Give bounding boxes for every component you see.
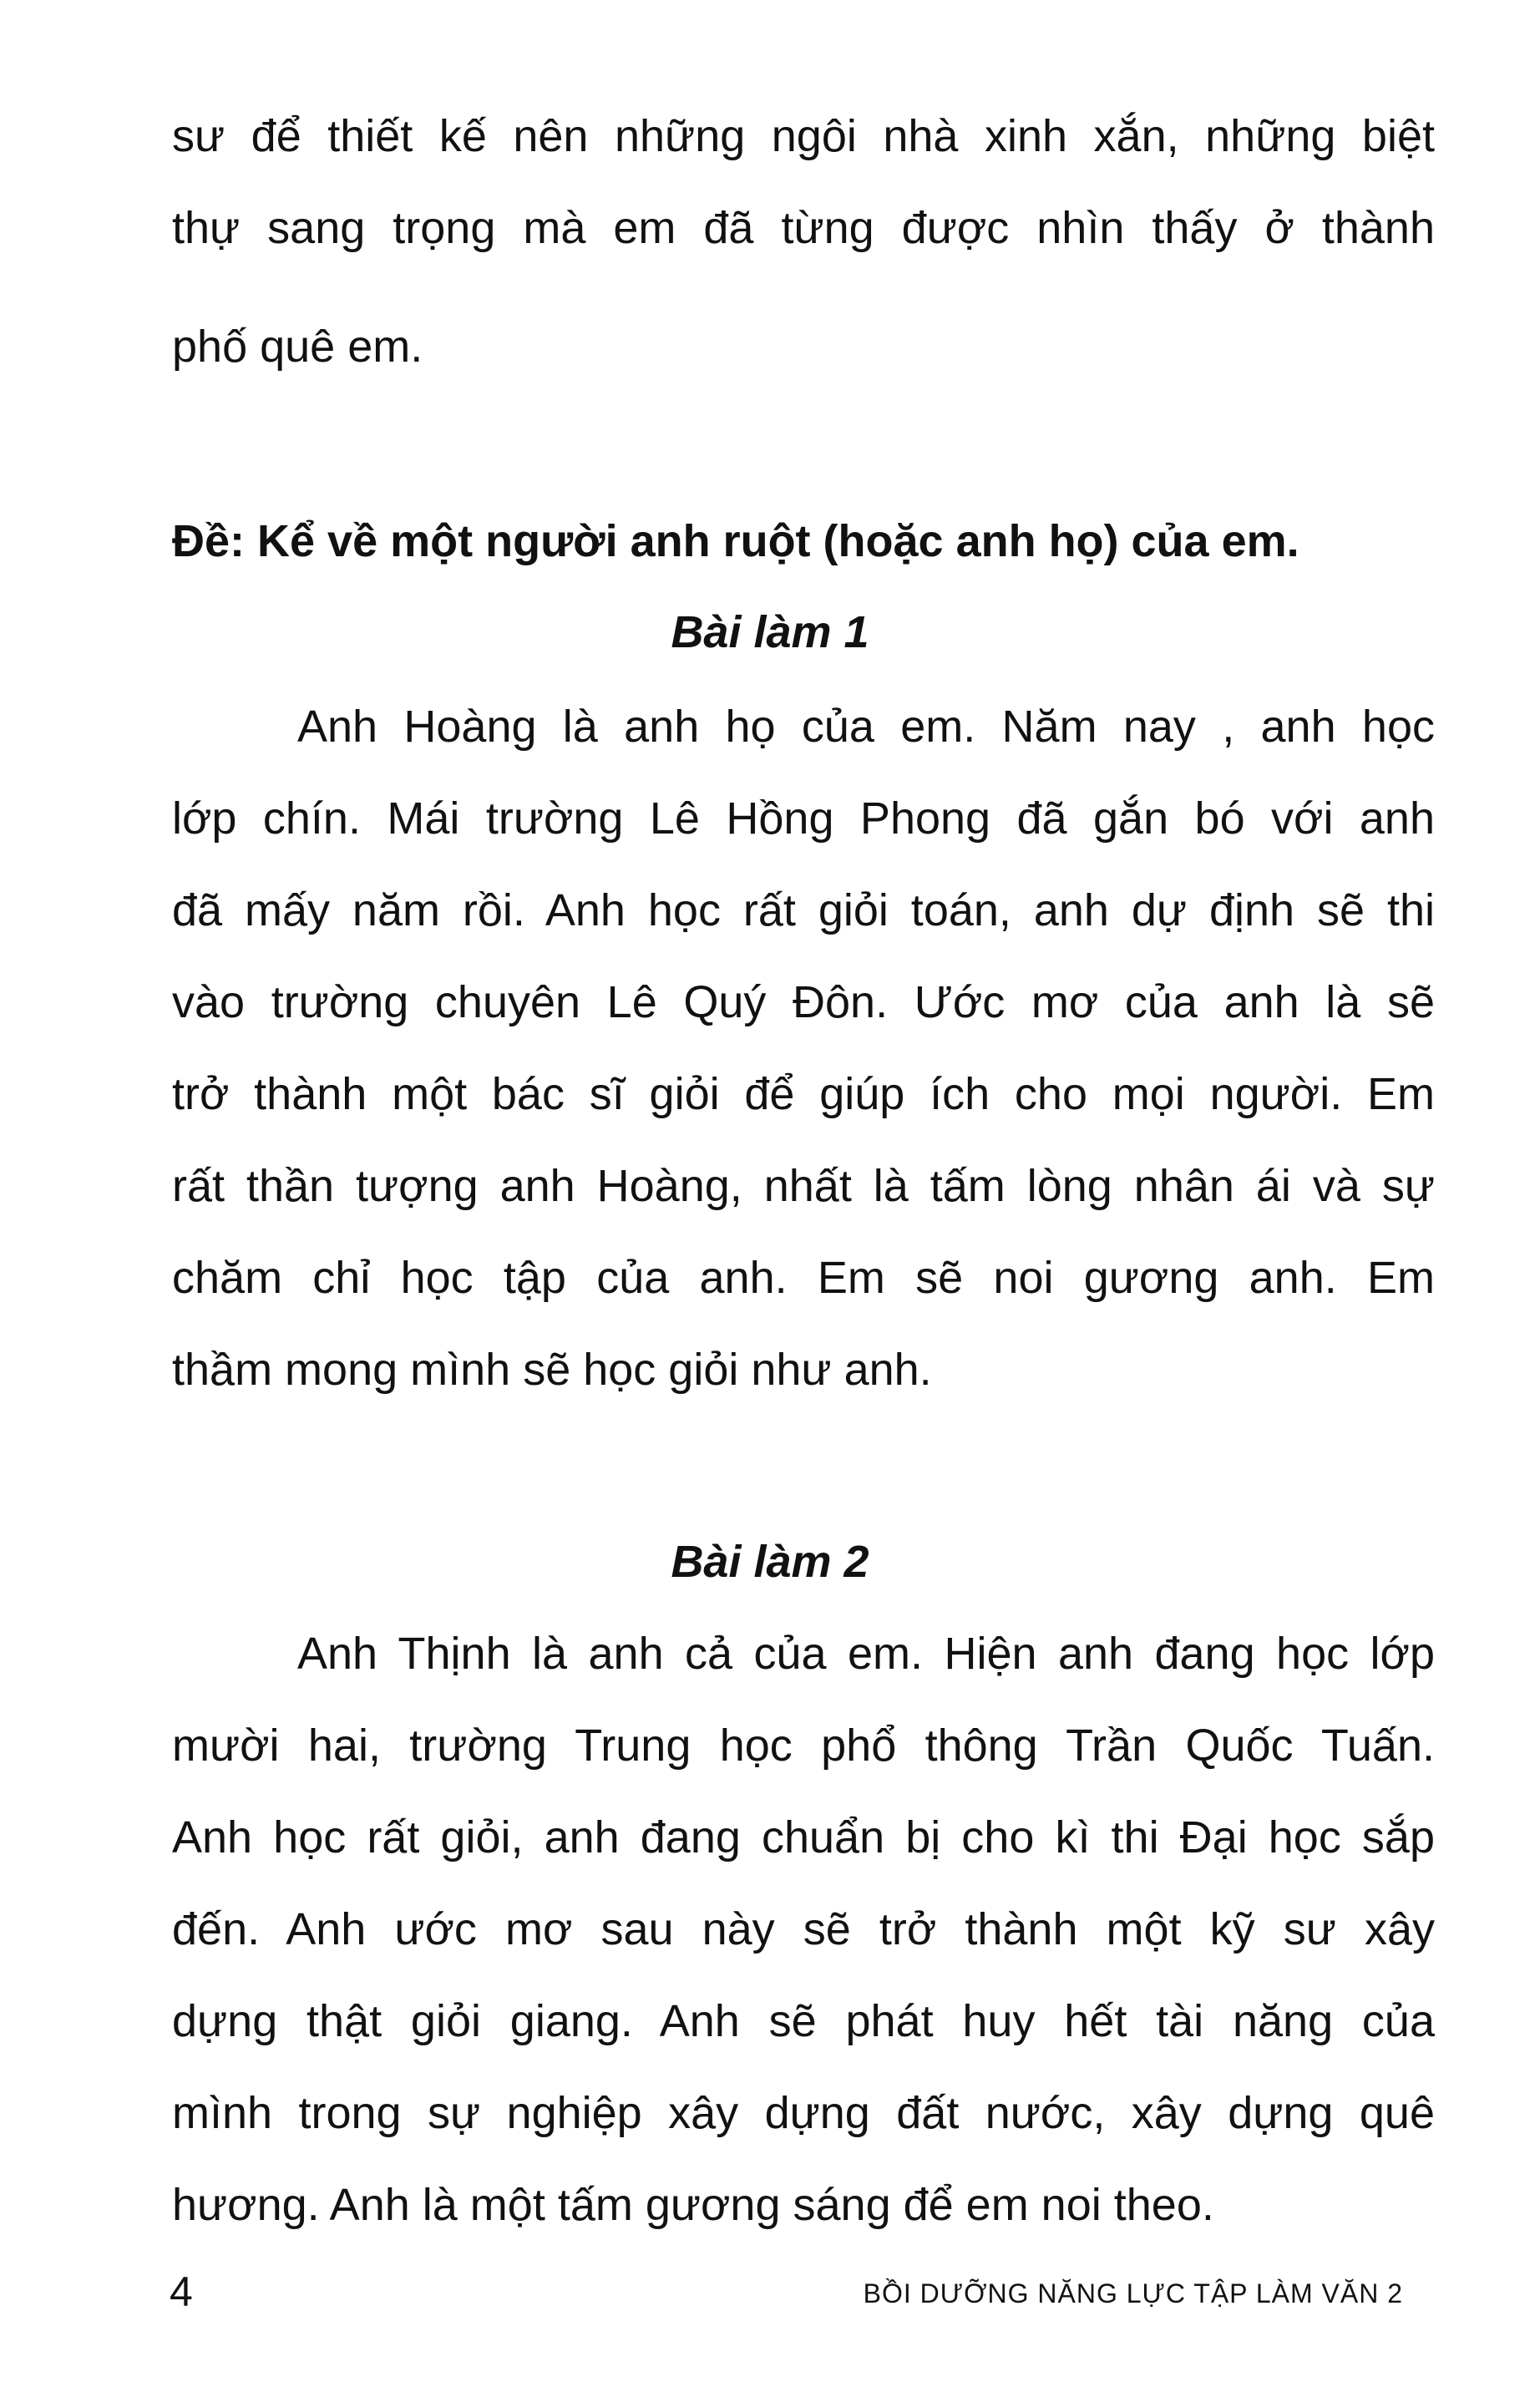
topic-heading: Đề: Kể về một người anh ruột (hoặc anh họ) của em. (172, 516, 1299, 566)
text-line: Anh Hoàng là anh họ của em. Năm nay , anh học (297, 702, 1435, 752)
text-line: thầm mong mình sẽ học giỏi như anh. (172, 1345, 932, 1395)
text-line: sư để thiết kế nên những ngôi nhà xinh xắn, những biệt (172, 111, 1435, 161)
text-line: trở thành một bác sĩ giỏi để giúp ích cho mọi người. Em (172, 1069, 1435, 1119)
text-line: dựng thật giỏi giang. Anh sẽ phát huy hết tài năng của (172, 1996, 1435, 2046)
text-line: mười hai, trường Trung học phổ thông Trần Quốc Tuấn. (172, 1721, 1435, 1771)
text-line: vào trường chuyên Lê Quý Đôn. Ước mơ của anh là sẽ (172, 977, 1435, 1027)
text-line: thự sang trọng mà em đã từng được nhìn thấy ở thành (172, 203, 1435, 253)
text-line: đến. Anh ước mơ sau này sẽ trở thành một kỹ sư xây (172, 1904, 1435, 1954)
page-number: 4 (170, 2268, 193, 2315)
text-line: chăm chỉ học tập của anh. Em sẽ noi gương anh. Em (172, 1253, 1435, 1303)
text-line: phố quê em. (172, 322, 423, 372)
essay-title: Bài làm 2 (671, 1537, 869, 1587)
essay-title: Bài làm 1 (671, 607, 869, 657)
text-line: mình trong sự nghiệp xây dựng đất nước, xây dựng quê (172, 2088, 1435, 2138)
text-line: Anh Thịnh là anh cả của em. Hiện anh đang học lớp (297, 1629, 1435, 1679)
text-line: lớp chín. Mái trường Lê Hồng Phong đã gắn bó với anh (172, 793, 1435, 844)
text-line: Anh học rất giỏi, anh đang chuẩn bị cho kì thi Đại học sắp (172, 1812, 1435, 1862)
running-footer-title: BỒI DƯỠNG NĂNG LỰC TẬP LÀM VĂN 2 (863, 2278, 1403, 2308)
text-line: rất thần tượng anh Hoàng, nhất là tấm lòng nhân ái và sự (172, 1161, 1435, 1211)
text-line: hương. Anh là một tấm gương sáng để em noi theo. (172, 2180, 1214, 2230)
text-line: đã mấy năm rồi. Anh học rất giỏi toán, anh dự định sẽ thi (172, 885, 1435, 935)
